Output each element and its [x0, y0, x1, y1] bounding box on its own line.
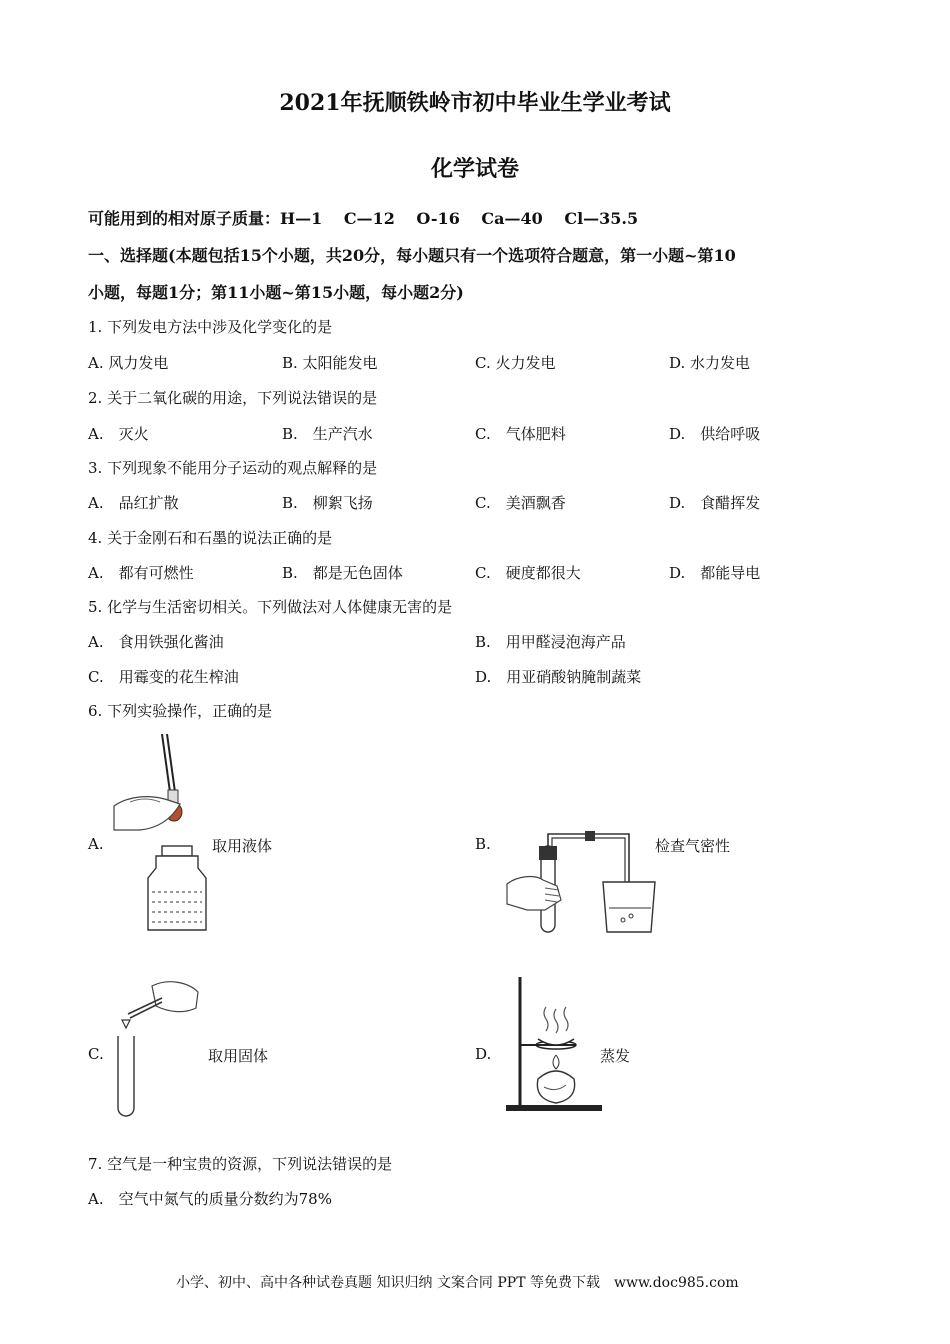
q1-option-b: B. 太阳能发电: [282, 354, 378, 372]
q4-option-a: A. 都有可燃性: [88, 564, 194, 582]
q1-option-a: A. 风力发电: [88, 354, 169, 372]
question-5-stem: 5. 化学与生活密切相关。下列做法对人体健康无害的是: [88, 598, 453, 616]
question-4-stem: 4. 关于金刚石和石墨的说法正确的是: [88, 529, 333, 547]
q2-option-d: D. 供给呼吸: [669, 425, 761, 443]
q3-option-c: C. 美酒飘香: [475, 494, 566, 512]
q6-option-c-letter: C.: [88, 1045, 104, 1063]
question-2-stem: 2. 关于二氧化碳的用途，下列说法错误的是: [88, 389, 378, 407]
question-7-stem: 7. 空气是一种宝贵的资源，下列说法错误的是: [88, 1155, 393, 1173]
q6-option-c-label: 取用固体: [208, 1047, 269, 1065]
exam-subtitle: 化学试卷: [430, 156, 519, 182]
q4-option-c: C. 硬度都很大: [475, 564, 581, 582]
question-3-stem: 3. 下列现象不能用分子运动的观点解释的是: [88, 459, 378, 477]
airtightness-check-illustration: [505, 828, 655, 938]
evaporation-illustration: [500, 975, 610, 1115]
section-heading-line1: 一、选择题(本题包括15个小题，共20分，每小题只有一个选项符合题意，第一小题~第10: [88, 246, 736, 265]
q6-option-b-label: 检查气密性: [655, 837, 731, 855]
q2-option-c: C. 气体肥料: [475, 425, 566, 443]
question-1-stem: 1. 下列发电方法中涉及化学变化的是: [88, 318, 333, 336]
exam-title: 2021年抚顺铁岭市初中毕业生学业考试: [279, 90, 671, 116]
q1-option-c: C. 火力发电: [475, 354, 556, 372]
q2-option-a: A. 灭火: [88, 425, 149, 443]
atomic-masses: 可能用到的相对原子质量：H—1 C—12 O-16 Ca—40 Cl—35.5: [88, 209, 639, 228]
q3-option-d: D. 食醋挥发: [669, 494, 761, 512]
page-footer: 小学、初中、高中各种试卷真题 知识归纳 文案合同 PPT 等免费下载 www.doc985.com: [176, 1275, 739, 1291]
q5-option-a: A. 食用铁强化酱油: [88, 633, 224, 651]
q6-option-d-label: 蒸发: [600, 1047, 631, 1065]
q3-option-b: B. 柳絮飞扬: [282, 494, 373, 512]
q6-option-a-label: 取用液体: [212, 837, 273, 855]
q3-option-a: A. 品红扩散: [88, 494, 179, 512]
q1-option-d: D. 水力发电: [669, 354, 751, 372]
q2-option-b: B. 生产汽水: [282, 425, 373, 443]
solid-tweezers-illustration: [112, 976, 202, 1120]
section-heading-line2: 小题，每题1分；第11小题~第15小题，每小题2分): [88, 283, 464, 302]
q4-option-d: D. 都能导电: [669, 564, 761, 582]
q5-option-c: C. 用霉变的花生榨油: [88, 668, 239, 686]
q4-option-b: B. 都是无色固体: [282, 564, 403, 582]
q6-option-b-letter: B.: [475, 835, 491, 853]
question-6-stem: 6. 下列实验操作，正确的是: [88, 702, 273, 720]
q7-option-a: A. 空气中氮气的质量分数约为78%: [88, 1190, 332, 1208]
q6-option-a-letter: A.: [88, 835, 104, 853]
q5-option-d: D. 用亚硝酸钠腌制蔬菜: [475, 668, 642, 686]
q5-option-b: B. 用甲醛浸泡海产品: [475, 633, 626, 651]
q6-option-d-letter: D.: [475, 1045, 492, 1063]
dropper-liquid-illustration: [110, 732, 210, 932]
